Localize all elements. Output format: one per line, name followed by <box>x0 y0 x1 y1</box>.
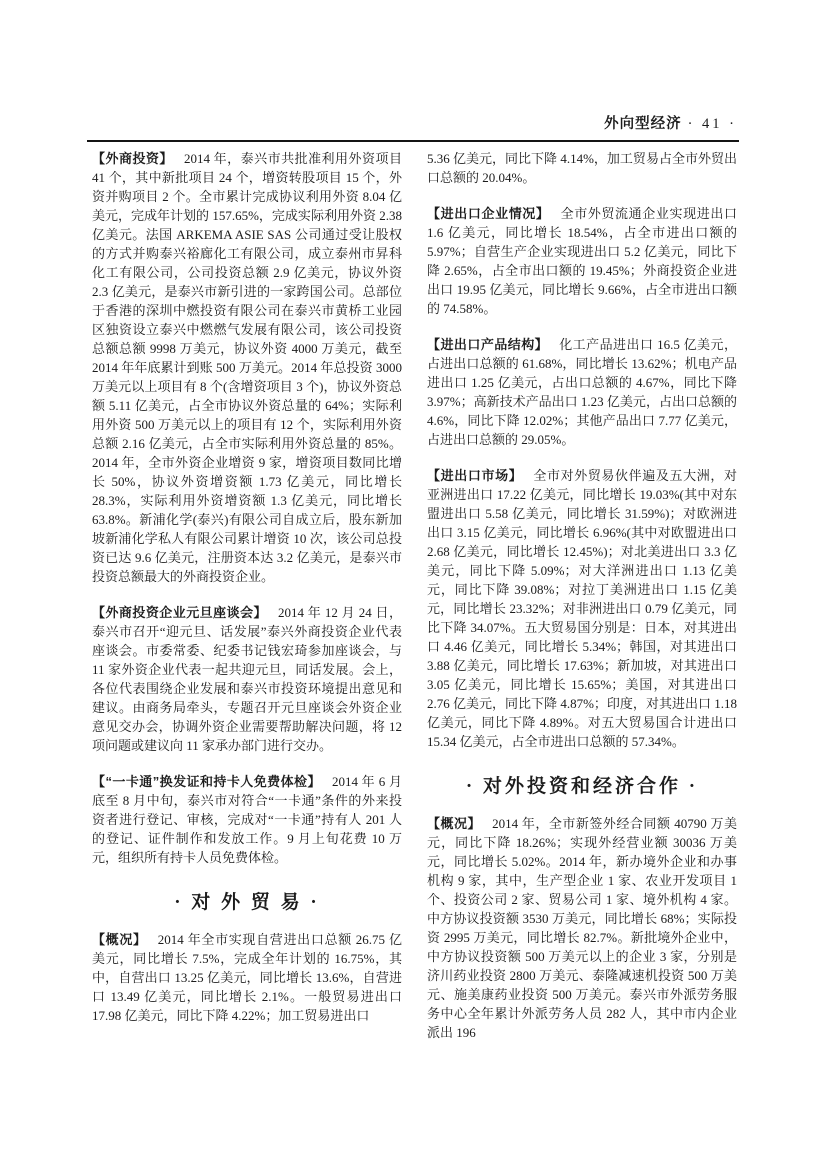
entry-text: 2014 年 6 月底至 8 月中旬，泰兴市对符合“一卡通”条件的外来投资者进行登记、审核，完成对“一卡通”持有人 201 人的登记、证件制作和发放工作。9 月上旬花费 10 万元，组织所有持卡人员免费体检。 <box>92 774 402 865</box>
entry-text: 化工产品进出口 16.5 亿美元，占进出口总额的 61.68%，同比增长 13.62%；机电产品进出口 1.25 亿美元，占出口总额的 4.67%，同比下降 3.97%；高新技术产品出口 1.23 亿美元，占出口总额的 4.6%，同比下降 12.02%；其他产品出口 7.77 亿美元，占进出口总额的 29.05%。 <box>427 337 737 447</box>
entry-text: 全市外贸流通企业实现进出口 1.6 亿美元，同比增长 18.54%，占全市进出口额的 5.97%；自营生产企业实现进出口 5.2 亿美元，同比下降 2.65%，占全市出口额的 19.45%；外商投资企业进出口 19.95 亿美元，同比增长 9.66%，占全市进出口额的 74.58%。 <box>427 206 737 316</box>
section-heading-outbound-investment: · 对外投资和经济合作 · <box>465 776 699 797</box>
entry-investment-overview <box>427 814 737 1042</box>
entry-title: 【进出口企业情况】 <box>427 206 550 221</box>
entry-title: 【概况】 <box>427 816 482 831</box>
entry-import-export-enterprises <box>427 204 737 318</box>
entry-text: 2014 年，全市新签外经合同额 40790 万美元，同比下降 18.26%；实现外经营业额 30036 万美元，同比增长 5.02%。2014 年，新办境外企业和办事机构 9 家，其中，生产型企业 1 家、农业开发项目 1 个、投资公司 2 家、贸易公司 1 家、境外机构 4 家。中方协议投资额 3530 万美元，同比增长 68%；实际投资 2995 万美元，同比增长 82.7%。新批境外企业中，中方协议投资额 500 万美元以上的企业 3 家，分别是济川药业投资 2800 万美元、泰隆减速机投资 500 万美元、施美康药业投资 500 万美元。泰兴市外派劳务服务中心全年累计外派劳务人员 282 人，其中市内企业派出 196 <box>427 816 737 1040</box>
entry-new-year-symposium <box>92 603 402 755</box>
entry-title: 【进出口产品结构】 <box>427 337 549 352</box>
entry-import-export-markets <box>427 466 737 751</box>
entry-text: 全市对外贸易伙伴遍及五大洲，对亚洲进出口 17.22 亿美元，同比增长 19.03%(其中对东盟进出口 5.58 亿美元，同比增长 31.59%)；对欧洲进出口 3.15 亿美元，同比增长 6.96%(其中对欧盟进出口 2.68 亿美元，同比增长 12.45%)；对北美进出口 3.3 亿美元，同比下降 5.09%；对大洋洲进出口 1.13 亿美元，同比下降 39.08%；对拉丁美洲进出口 1.15 亿美元，同比增长 23.32%；对非洲进出口 0.79 亿美元，同比下降 34.07%。五大贸易国分别是：日本，对其进出口 4.46 亿美元，同比增长 5.34%；韩国，对其进出口 3.88 亿美元，同比增长 17.63%；新加坡，对其进出口 3.05 亿美元，同比增长 15.65%；美国，对其进出口 2.76 亿美元，同比下降 4.87%；印度，对其进出口 1.18 亿美元，同比下降 4.89%。对五大贸易国合计进出口 15.34 亿美元，占全市进出口总额的 57.34%。 <box>427 468 737 749</box>
entry-title: 【外商投资企业元旦座谈会】 <box>92 605 267 620</box>
entry-product-structure <box>427 335 737 449</box>
page-number: · 41 · <box>687 116 737 132</box>
page-content <box>92 149 738 1042</box>
entry-text: 2014 年，泰兴市共批准利用外资项目 41 个，其中新批项目 24 个，增资转股项目 15 个，外资并购项目 2 个。全市累计完成协议利用外资 8.04 亿美元，完成年计划的 157.65%，完成实际利用外资 2.38 亿美元。法国 ARKEMA ASIE SAS 公司通过受让股权的方式并购泰兴裕廊化工有限公司，成立泰州市昇科化工有限公司，公司投资总额 2.9 亿美元，协议外资 2.3 亿美元，是泰兴市新引进的一家跨国公司。总部位于香港的深圳中燃投资有限公司在泰兴市黄桥工业园区独资设立泰兴中燃燃气发展有限公司，该公司投资总额总额 9998 万美元，协议外资 4000 万美元，截至 2014 年年底累计到账 500 万美元。2014 年总投资 3000 万美元以上项目有 8 个(含增资项目 3 个)，协议外资总额 5.11 亿美元，占全市协议外资总量的 64%；实际利用外资 500 万美元以上的项目有 12 个，实际利用外资总额 2.16 亿美元，占全市实际利用外资总量的 85%。2014 年，全市外资企业增资 9 家，增资项目数同比增长 50%，协议外资增资额 1.73 亿美元，同比增长 28.3%，实际利用外资增资额 1.3 亿美元，同比增长 63.8%。新浦化学(泰兴)有限公司自成立后，股东新加坡新浦化学私人有限公司累计增资 10 次，该公司总投资已达 9.6 亿美元，注册资本达 3.2 亿美元，是泰兴市投资总额最大的外商投资企业。 <box>92 151 402 584</box>
entry-title: 【外商投资】 <box>92 151 173 166</box>
entry-card-renewal-checkup <box>92 772 402 867</box>
right-column <box>427 149 737 1042</box>
entry-text: 2014 年 12 月 24 日，泰兴市召开“迎元旦、话发展”泰兴外商投资企业代表座谈会。市委常委、纪委书记钱宏琦参加座谈会，与 11 家外资企业代表一起共迎元旦，同话发展。会上，各位代表围绕企业发展和泰兴市投资环境提出意见和建议。由商务局牵头，专题召开元旦座谈会外资企业意见交办会，协调外资企业需要帮助解决问题，将 12 项问题或建议向 11 家承办部门进行交办。 <box>92 605 402 753</box>
entry-text: 2014 年全市实现自营进出口总额 26.75 亿美元，同比增长 7.5%，完成全年计划的 16.75%，其中，自营出口 13.25 亿美元，同比增长 13.6%，自营进口 13.49 亿美元，同比增长 2.1%。一般贸易进出口 17.98 亿美元，同比下降 4.22%；加工贸易进出口 <box>92 932 402 1023</box>
entry-trade-overview-continuation: 5.36 亿美元，同比下降 4.14%，加工贸易占全市外贸出口总额的 20.04%。 <box>427 151 737 185</box>
running-head-section-title: 外向型经济 <box>604 116 682 132</box>
entry-trade-overview <box>92 930 402 1025</box>
entry-foreign-investment <box>92 149 402 586</box>
running-head <box>92 112 737 133</box>
header-rule <box>87 140 739 142</box>
entry-title: 【“一卡通”换发证和持卡人免费体检】 <box>92 774 321 789</box>
left-column <box>92 149 402 1042</box>
section-heading-foreign-trade: · 对 外 贸 易 · <box>174 892 320 913</box>
entry-title: 【概况】 <box>92 932 147 947</box>
entry-title: 【进出口市场】 <box>427 468 523 483</box>
